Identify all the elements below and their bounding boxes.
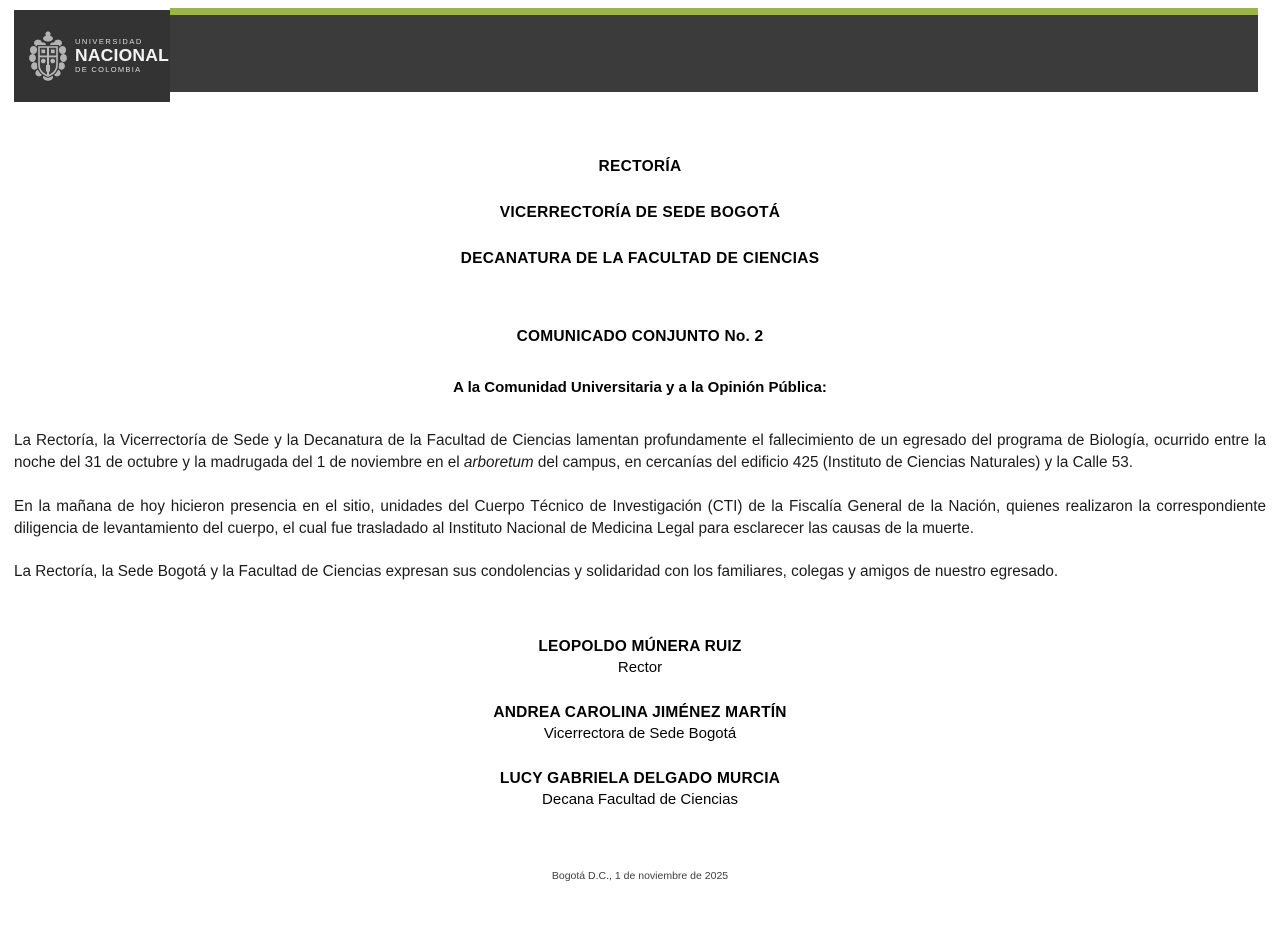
page-header bbox=[0, 0, 1280, 110]
signatory-decana bbox=[14, 770, 1266, 808]
heading-vicerrectoria: VICERRECTORÍA DE SEDE BOGOTÁ bbox=[499, 204, 781, 221]
signatory-vicerrectora bbox=[14, 704, 1266, 742]
subject-group bbox=[14, 328, 1266, 396]
logo-line-de-colombia: DE COLOMBIA bbox=[75, 65, 142, 75]
heading-rectoria: RECTORÍA bbox=[598, 158, 682, 175]
header-accent-bar bbox=[170, 8, 1258, 15]
university-logo[interactable] bbox=[14, 10, 170, 102]
signatory-name: ANDREA CAROLINA JIMÉNEZ MARTÍN bbox=[493, 703, 787, 721]
logo-line-universidad: UNIVERSIDAD bbox=[75, 37, 143, 47]
signatory-rector bbox=[14, 638, 1266, 676]
signatory-role: Decana Facultad de Ciencias bbox=[542, 790, 738, 808]
institution-heading-group bbox=[14, 158, 1266, 268]
footer-date: Bogotá D.C., 1 de noviembre de 2025 bbox=[551, 869, 729, 882]
paragraph-2: En la mañana de hoy hicieron presencia en el sitio, unidades del Cuerpo Técnico de Investigación (CTI) de la Fiscalía General de la Nación, quienes realizaron la correspondiente diligencia de levantamiento del cuerpo, el cual fue trasladado al Instituto Nacional de Medicina Legal para esclarecer las causas de la muerte. bbox=[14, 497, 1266, 537]
heading-decanatura: DECANATURA DE LA FACULTAD DE CIENCIAS bbox=[460, 250, 820, 267]
communique-title: COMUNICADO CONJUNTO No. 2 bbox=[516, 328, 764, 345]
salutation: A la Comunidad Universitaria y a la Opinión Pública: bbox=[453, 379, 827, 396]
signature-block bbox=[14, 638, 1266, 808]
signatory-role: Rector bbox=[617, 658, 663, 676]
paragraph-3: La Rectoría, la Sede Bogotá y la Facultad de Ciencias expresan sus condolencias y solidaridad con los familiares, colegas y amigos de nuestro egresado. bbox=[14, 563, 1059, 581]
signatory-name: LEOPOLDO MÚNERA RUIZ bbox=[538, 637, 742, 655]
signatory-name: LUCY GABRIELA DELGADO MURCIA bbox=[499, 769, 781, 787]
university-crest-icon bbox=[28, 30, 68, 82]
document-body bbox=[14, 110, 1266, 882]
signatory-role: Vicerrectora de Sede Bogotá bbox=[543, 724, 737, 742]
body-copy bbox=[14, 430, 1266, 584]
paragraph-1: La Rectoría, la Vicerrectoría de Sede y la Decanatura de la Facultad de Ciencias lamentan profundamente el fallecimiento de un egresado del programa de Biología, ocurrido entre la noche del 31 de octubre y la madrugada del 1 de noviembre en el arboretum del campus, en cercanías del edificio 425 (Instituto de Ciencias Naturales) y la Calle 53. bbox=[14, 432, 1266, 472]
logo-line-nacional: NACIONAL bbox=[75, 45, 169, 66]
header-banner-bar bbox=[170, 15, 1258, 92]
logo-wordmark bbox=[75, 38, 169, 74]
